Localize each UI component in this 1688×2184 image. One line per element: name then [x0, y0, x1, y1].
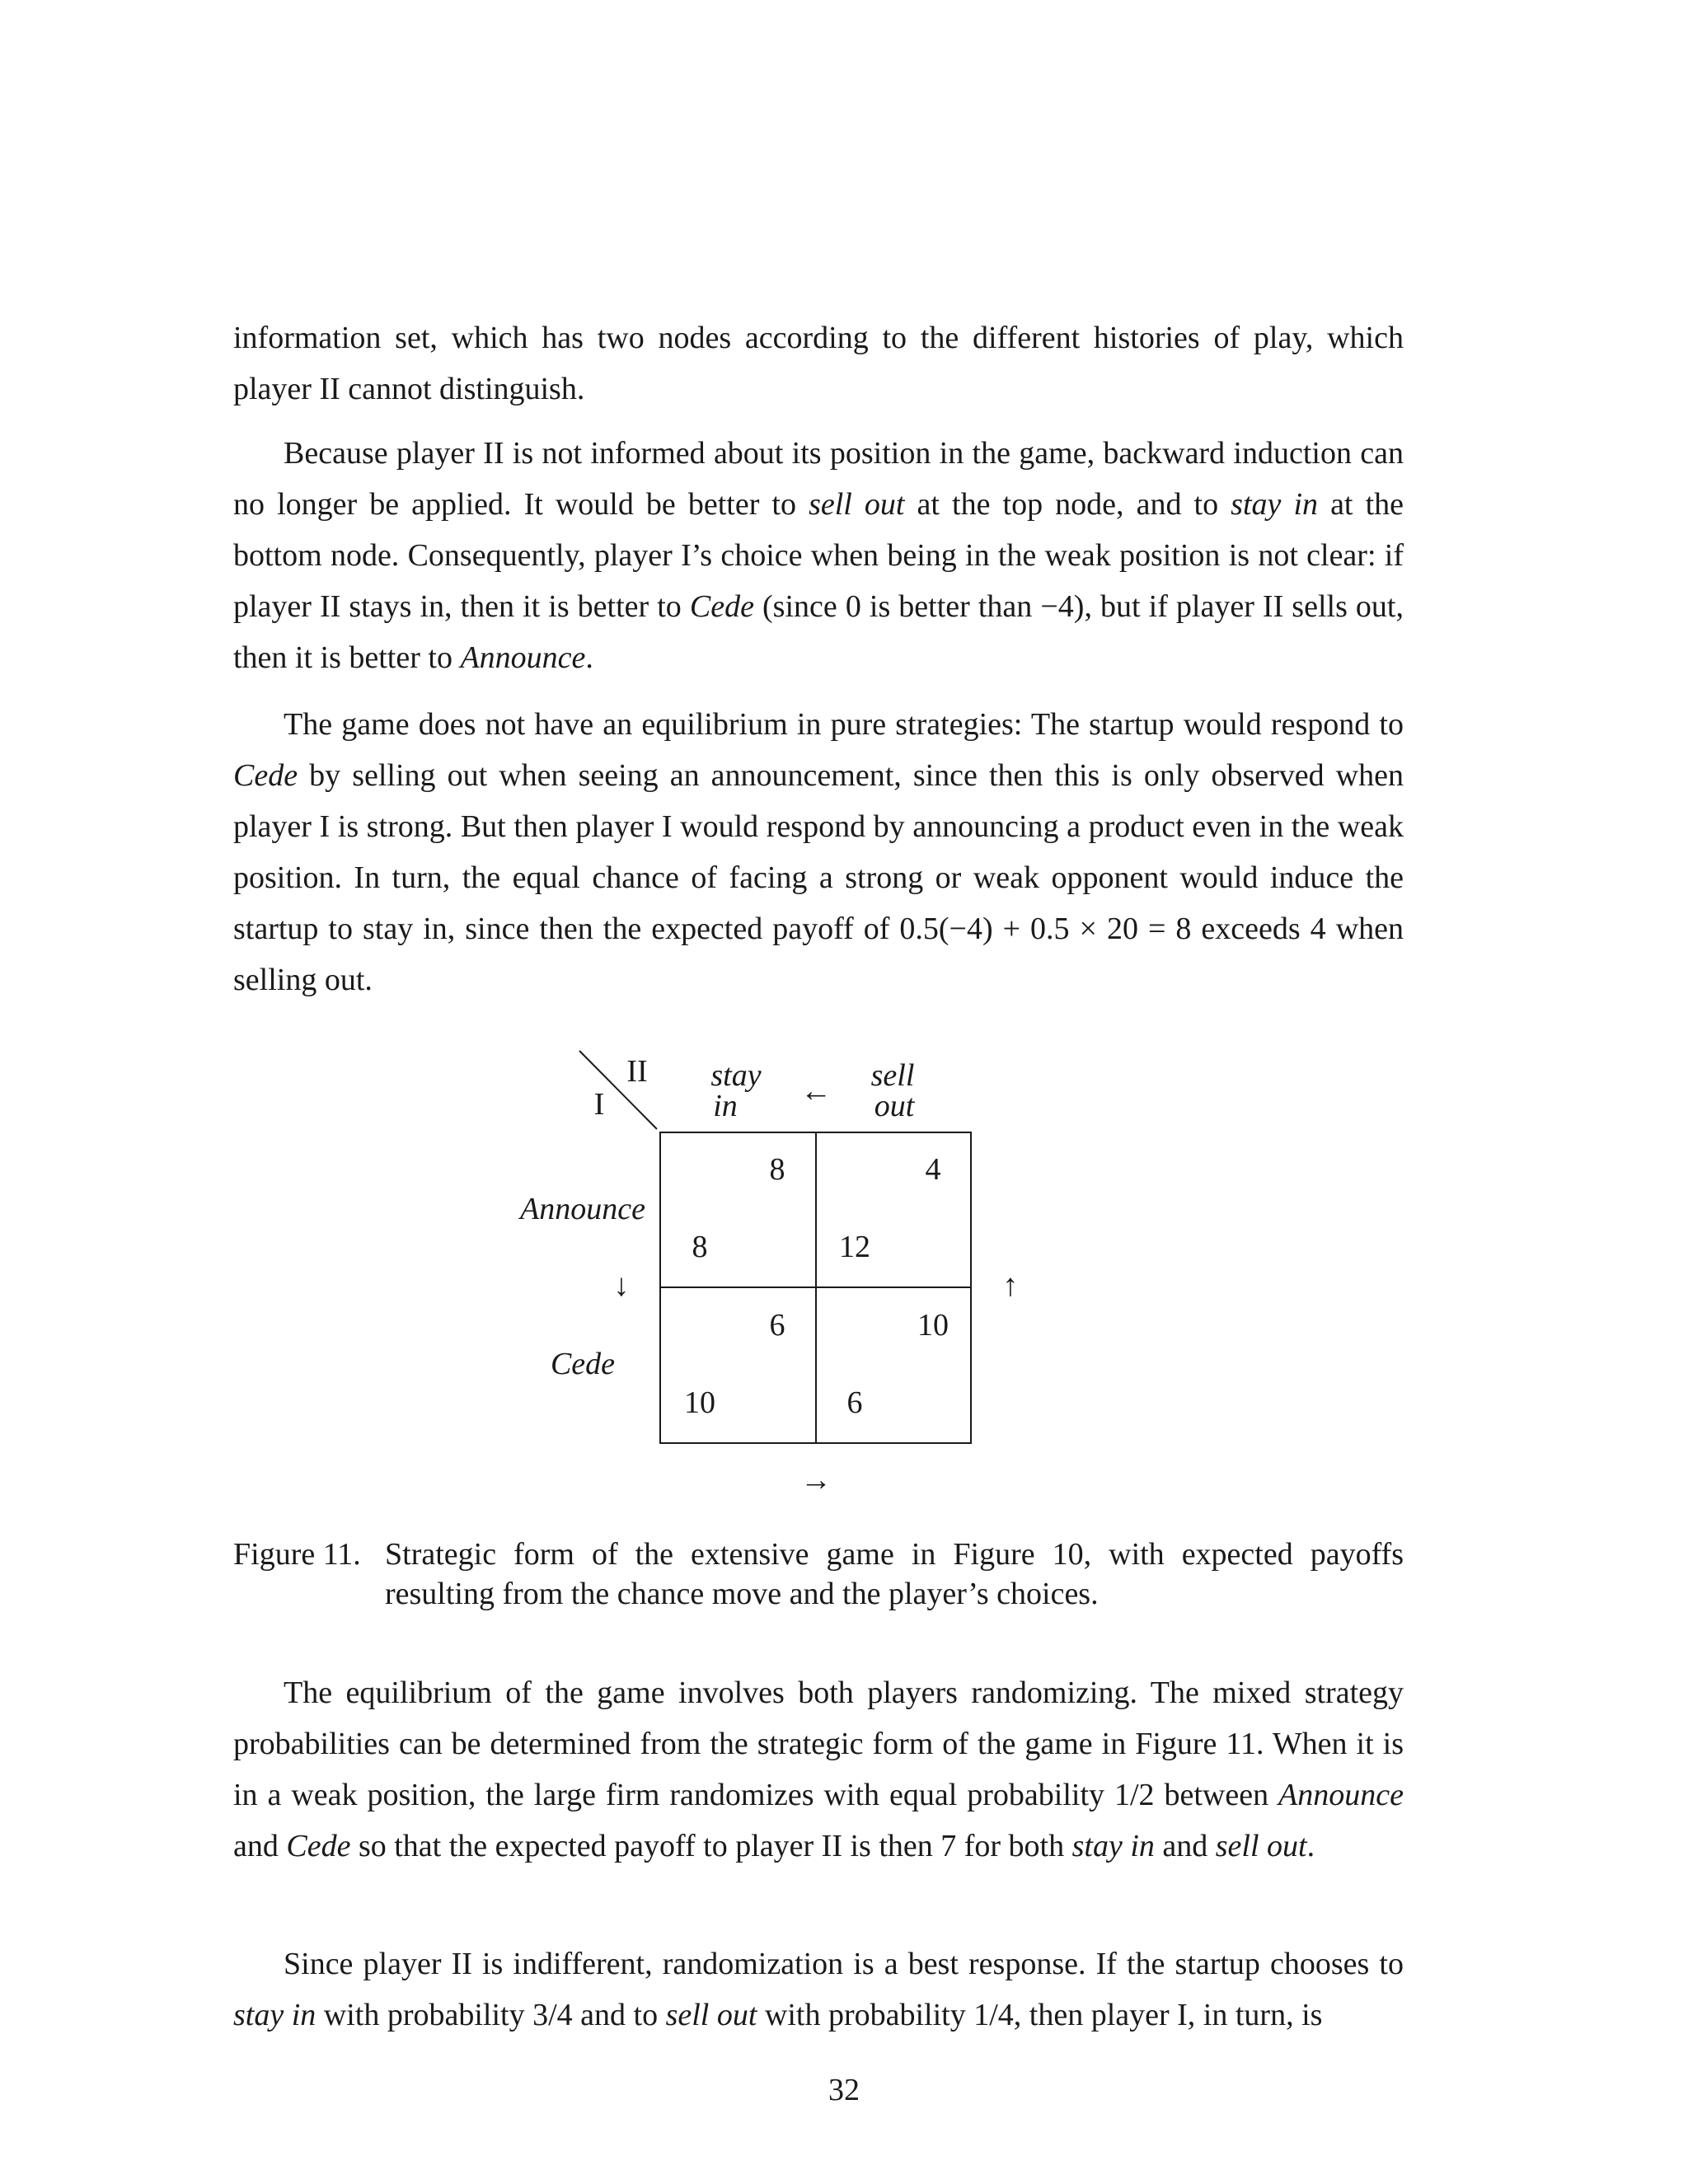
italic-term: Announce: [460, 640, 586, 675]
page-number: 32: [828, 2073, 860, 2107]
text-run: .: [1306, 1829, 1315, 1863]
arrow-left-top: ←: [800, 1074, 832, 1108]
text-run: at the top node, and to: [904, 487, 1231, 522]
italic-term: stay in: [233, 1998, 316, 2032]
payoff-cede-sell-p1: 6: [846, 1385, 863, 1420]
paragraph-5: [233, 1938, 1404, 2041]
payoff-cede-sell-p2: 10: [917, 1308, 949, 1343]
italic-term: stay in: [1231, 487, 1318, 522]
col-strategy-sell-line1: sell: [870, 1058, 915, 1093]
payoff-announce-stay-p1: 8: [692, 1230, 708, 1264]
payoff-cede-stay-p1: 10: [684, 1385, 715, 1420]
text-run: The game does not have an equilibrium in pure strategies: The startup would respond to: [284, 707, 1404, 742]
paragraph-4: [233, 1667, 1404, 1872]
text-run: and: [233, 1829, 287, 1863]
italic-term: sell out: [665, 1998, 757, 2032]
player-row-label: I: [593, 1087, 605, 1122]
text-run: The equilibrium of the game involves both players randomizing. The mixed strategy probabilities can be determined from the strategic form of the game in Figure 11. When it is in a weak position, the large firm randomizes with equal probability 1/2 between: [233, 1675, 1404, 1812]
italic-term: Cede: [286, 1829, 351, 1863]
text-run: .: [585, 640, 593, 675]
figure-caption-label: Figure 11.: [233, 1537, 361, 1572]
text-run: information set, which has two nodes according to the different histories of play, which player II cannot distinguish.: [233, 321, 1404, 406]
arrow-down-left: ↓: [613, 1268, 630, 1303]
text-run: Since player II is indifferent, randomization is a best response. If the startup chooses to: [284, 1947, 1404, 1981]
col-strategy-stay-line2: in: [713, 1089, 738, 1123]
italic-term: sell out: [1215, 1829, 1307, 1863]
figure-caption: [233, 1535, 1404, 1614]
italic-term: stay in: [1071, 1829, 1155, 1863]
player-col-label: II: [626, 1054, 648, 1089]
row-strategy-announce: Announce: [520, 1192, 645, 1226]
italic-term: sell out: [809, 487, 905, 522]
arrow-right-bottom: →: [800, 1463, 832, 1497]
text-run: so that the expected payoff to player II is then 7 for both: [350, 1829, 1072, 1863]
text-run: with probability 1/4, then player I, in turn, is: [757, 1998, 1323, 2032]
payoff-announce-sell-p1: 12: [839, 1230, 870, 1264]
text-run: (since 0 is better than −4), but if player II sells out, then it is better to: [233, 589, 1404, 675]
italic-term: Cede: [689, 589, 754, 624]
text-run: Because player II is not informed about its position in the game, backward induction can no longer be applied. It would be better to: [233, 436, 1404, 522]
italic-term: Announce: [1278, 1778, 1404, 1812]
arrow-up-right: ↑: [1002, 1268, 1019, 1303]
col-strategy-stay-line1: stay: [710, 1058, 762, 1093]
text-run: at the bottom node. Consequently, player I’s choice when being in the weak position is not clear: if player II stays in, then it is better to: [233, 487, 1404, 624]
text-run: with probability 3/4 and to: [316, 1998, 666, 2032]
italic-term: Cede: [233, 758, 298, 793]
payoff-announce-stay-p2: 8: [769, 1152, 785, 1187]
payoff-cede-stay-p2: 6: [769, 1308, 785, 1343]
row-strategy-cede: Cede: [550, 1347, 616, 1381]
figure-caption-text: Strategic form of the extensive game in Figure 10, with expected payoffs resulting from the chance move and the player’s choices.: [385, 1537, 1404, 1611]
payoff-announce-sell-p2: 4: [925, 1152, 941, 1187]
col-strategy-sell-line2: out: [874, 1089, 915, 1123]
text-run: and: [1154, 1829, 1216, 1863]
text-run: by selling out when seeing an announcement, since then this is only observed when player I is strong. But then player I would respond by announcing a product even in the weak position. In turn, the equal chance of facing a strong or weak opponent would induce the startup to stay in, since then the expected payoff of 0.5(−4) + 0.5 × 20 = 8 exceeds 4 when selling out.: [233, 758, 1404, 997]
